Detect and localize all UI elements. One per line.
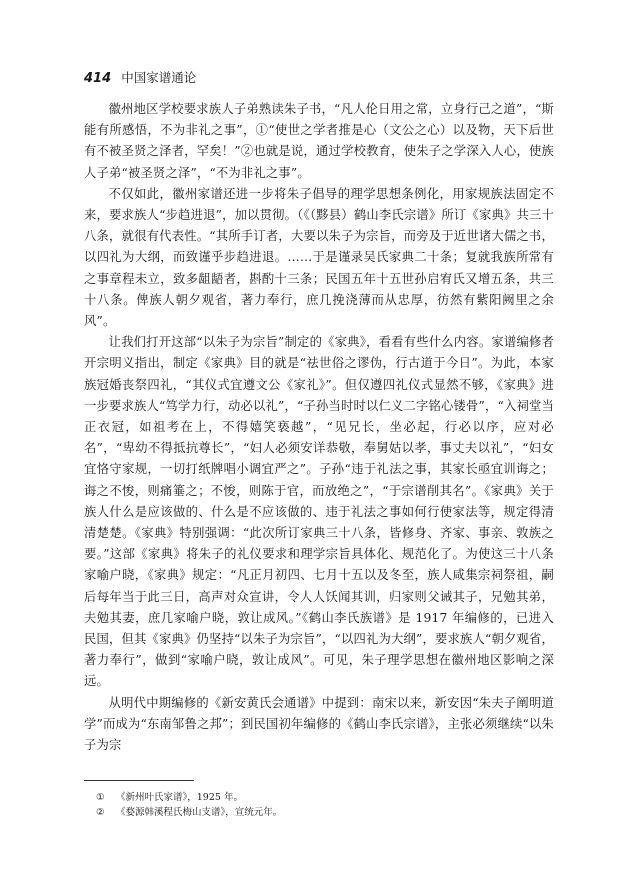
- book-title: 中国家谱通论: [121, 70, 197, 85]
- page-number: 414: [84, 71, 112, 86]
- footnote-1: [96, 790, 536, 805]
- paragraph-2: 不仅如此，徽州家谱还进一步将朱子倡导的理学思想条例化，用家规族法固定不来，要求族人“步趋进退”，加以贯彻。（《（黟县）鹤山李氏宗谱》所订《家典》共三十八条，就很有代表性。“其所手订者，大要以朱子为宗旨，而旁及于近世诸大儒之书，以四礼为大纲，而致谨乎步趋进退。……于是谨录吴氏家典二十条；复就我族所常有之事章程未立，致多龃龉者，斟酌十三条；民国五年十五世孙启宥氏又增五条，共三十八条。俾族人朝夕观省，著力奉行，庶几挽浇薄而从忠厚，彷然有紫阳阙里之余风”。: [84, 186, 554, 329]
- paragraph-3: 让我们打开这部“以朱子为宗旨”制定的《家典》，看看有些什么内容。家谱编修者开宗明义指出，制定《家典》目的就是“祛世俗之谬伪，行古道于今日”。为此，本家族冠婚丧祭四礼，“其仪式宜遵文公《家礼》”。但仅遵四礼仪式显然不够，《家典》进一步要求族人“笃学力行，动必以礼”，“子孙当时时以仁义二字铭心镂骨”，“入祠堂当正衣冠，如祖考在上，不得嬉笑亵越”，“见兄长，坐必起，行必以序，应对必名”，“卑幼不得抵抗尊长”，“妇人必须安详恭敬，奉舅姑以孝，事丈夫以礼”，“妇女宜恪守家规，一切打纸牌唱小调宜严之”。子孙“违于礼法之事，其家长亟宜训诲之；诲之不悛，则痛箠之；不悛，则陈于官，而放绝之”，“于宗谱削其名”。《家典》关于族人什么是应该做的、什么是不应该做的、违于礼法之事如何行使家法等，规定得清清楚楚。《家典》特别强调：“此次所订家典三十八条，皆修身、齐家、事亲、敦族之要。”这部《家典》将朱子的礼仪要求和理学宗旨具体化、规范化了。为使这三十八条家喻户晓，《家典》规定：“凡正月初四、七月十五以及冬至，族人咸集宗祠祭祖，嗣后每年当于此三日，高声对众宣讲，令人人饫闻其训，归家则父诫其子，兄勉其弟，夫勉其妻，庶几家喻户晓，敦让成风。”《鹤山李氏族谱》是 1917 年编修的，已进入民国，但其《家典》仍坚持“以朱子为宗旨”，“以四礼为大纲”，要求族人“朝夕观省，著力奉行”，做到“家喻户晓，敦让成风”。可见，朱子理学思想在徽州地区影响之深远。: [84, 335, 554, 689]
- footnote-2: [96, 805, 536, 820]
- running-head: [84, 70, 196, 87]
- footnote-text: 《婺源韩溪程氏梅山支谱》，宣统元年。: [116, 807, 283, 818]
- footnotes: [96, 790, 536, 820]
- paragraph-4: 从明代中期编修的《新安黄氏会通谱》中提到：南宋以来，新安因“朱夫子阐明道学”而成为“东南邹鲁之邦”；到民国初年编修的《鹤山李氏宗谱》，主张必须继续“以朱子为宗: [84, 695, 554, 753]
- body-text: [84, 99, 554, 756]
- footnote-text: 《新州叶氏家谱》，1925 年。: [116, 792, 243, 803]
- footnote-marker: ②: [96, 807, 105, 818]
- footnote-divider: [84, 780, 194, 781]
- footnote-marker: ①: [96, 792, 105, 803]
- paragraph-1: 徽州地区学校要求族人子弟熟读朱子书，“凡人伦日用之常，立身行己之道”，“斯能有所感悟，不为非礼之事”，①“使世之学者推是心（文公之心）以及物，天下后世有不被圣贤之泽者，罕矣！”②也就是说，通过学校教育，使朱子之学深入人心，使族人子弟“被圣贤之泽”，“不为非礼之事”。: [84, 102, 554, 180]
